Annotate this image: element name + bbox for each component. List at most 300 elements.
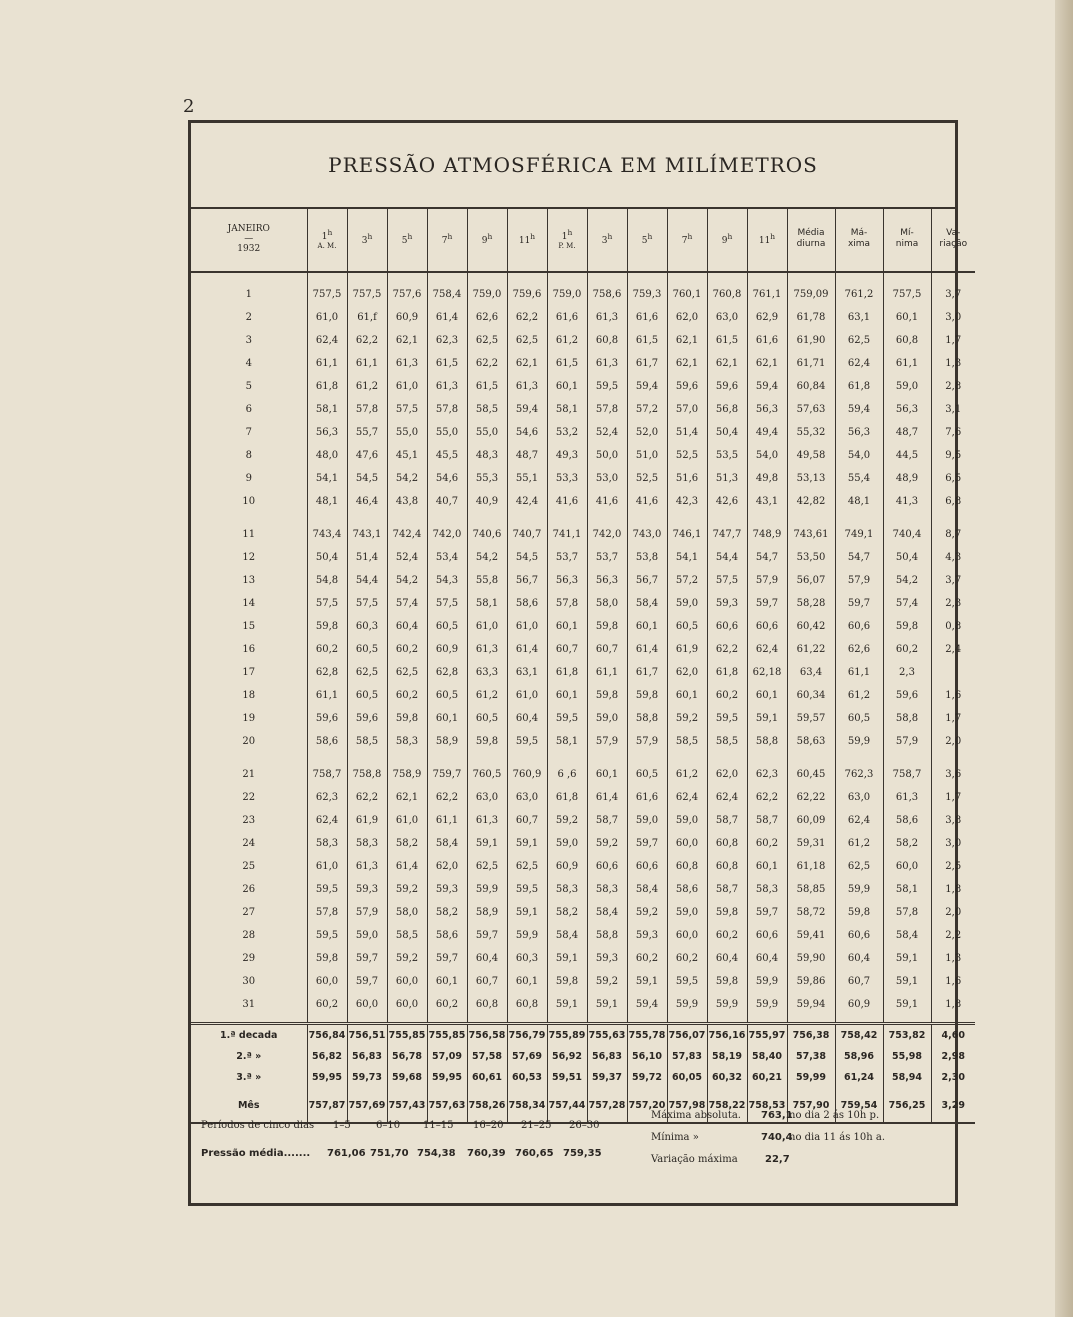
cell: 59,2: [547, 809, 587, 832]
table-frame: [188, 120, 968, 1206]
cell: 62,5: [467, 329, 507, 352]
table-row: [191, 352, 975, 375]
cell: 48,0: [307, 444, 347, 467]
row-label: 29: [242, 953, 256, 964]
period-range: 26–30: [569, 1120, 600, 1131]
cell: 50,4: [707, 421, 747, 444]
cell: 50,0: [587, 444, 627, 467]
cell: 62,5: [835, 329, 883, 352]
cell: 62,4: [667, 786, 707, 809]
cell: 60,2: [667, 947, 707, 970]
min-value: 740,4: [761, 1132, 793, 1143]
cell: 757,43: [387, 1088, 427, 1123]
cell: 758,42: [835, 1024, 883, 1047]
col-header: 3$^h$: [347, 207, 387, 272]
col-header: 11$^h$: [747, 207, 787, 272]
cell: 54,0: [747, 444, 787, 467]
cell: 741,1: [547, 523, 587, 546]
cell: 60,1: [547, 615, 587, 638]
cell: 58,4: [547, 924, 587, 947]
cell: 55,1: [507, 467, 547, 490]
cell: 58,2: [427, 901, 467, 924]
cell: 2,5: [931, 855, 975, 878]
cell: 59,73: [347, 1067, 387, 1088]
cell: 60,1: [883, 306, 931, 329]
cell: 61,78: [787, 306, 835, 329]
max-label: Máxima absoluta.: [651, 1110, 741, 1121]
cell: 61,5: [707, 329, 747, 352]
cell: 45,1: [387, 444, 427, 467]
cell: 61,7: [627, 661, 667, 684]
cell: 62,0: [707, 763, 747, 786]
cell: 54,8: [307, 569, 347, 592]
row-label: 7: [245, 427, 252, 438]
cell: 61,9: [667, 638, 707, 661]
spacer-row: [191, 1016, 975, 1024]
cell: 759,3: [627, 283, 667, 306]
table-row: [191, 924, 975, 947]
cell: 57,8: [587, 398, 627, 421]
cell: 63,1: [507, 661, 547, 684]
max-value: 763,1: [761, 1110, 793, 1121]
cell: 53,2: [547, 421, 587, 444]
cell: 53,7: [547, 546, 587, 569]
cell: 61,5: [627, 329, 667, 352]
cell: 49,58: [787, 444, 835, 467]
table-row: [191, 661, 975, 684]
table-row: [191, 855, 975, 878]
cell: 63,0: [467, 786, 507, 809]
cell: 57,9: [883, 730, 931, 753]
var-label: Variação máxima: [651, 1154, 738, 1165]
cell: 61,8: [835, 375, 883, 398]
cell: 59,8: [587, 684, 627, 707]
cell: 758,22: [707, 1088, 747, 1123]
cell: 57,58: [467, 1046, 507, 1067]
cell: 59,1: [467, 832, 507, 855]
row-label: 9: [245, 473, 252, 484]
cell: 3,6: [931, 763, 975, 786]
cell: 58,1: [467, 592, 507, 615]
cell: 60,2: [427, 993, 467, 1016]
cell: 61,0: [387, 809, 427, 832]
cell: 57,83: [667, 1046, 707, 1067]
cell: 60,4: [467, 947, 507, 970]
cell: 58,6: [507, 592, 547, 615]
period-range: 21–25: [521, 1120, 552, 1131]
cell: 54,7: [747, 546, 787, 569]
cell: 61,1: [307, 352, 347, 375]
cell: 55,0: [427, 421, 467, 444]
cell: 58,3: [347, 832, 387, 855]
cell: 61,2: [835, 684, 883, 707]
cell: 59,8: [707, 901, 747, 924]
mean-label: Pressão média.......: [201, 1148, 311, 1159]
cell: 756,51: [347, 1024, 387, 1047]
cell: 61,f: [347, 306, 387, 329]
cell: 58,28: [787, 592, 835, 615]
cell: 57,8: [347, 398, 387, 421]
cell: 760,8: [707, 283, 747, 306]
cell: 59,86: [787, 970, 835, 993]
cell: 755,89: [547, 1024, 587, 1047]
cell: 61,4: [587, 786, 627, 809]
row-label: 22: [242, 792, 256, 803]
cell: 54,2: [387, 467, 427, 490]
cell: 54,2: [883, 569, 931, 592]
cell: 59,0: [667, 809, 707, 832]
cell: 62,5: [467, 855, 507, 878]
cell: 59,7: [747, 592, 787, 615]
cell: 59,4: [507, 398, 547, 421]
table-row: [191, 763, 975, 786]
cell: 62,8: [307, 661, 347, 684]
table-row: [191, 615, 975, 638]
cell: 57,69: [507, 1046, 547, 1067]
cell: 3,7: [931, 283, 975, 306]
cell: 58,3: [587, 878, 627, 901]
cell: 59,9: [835, 878, 883, 901]
cell: 60,4: [747, 947, 787, 970]
cell: 757,20: [627, 1088, 667, 1123]
cell: 58,7: [747, 809, 787, 832]
cell: 59,8: [835, 901, 883, 924]
table-row: [191, 970, 975, 993]
cell: 61,8: [547, 661, 587, 684]
page-title: PRESSÃO ATMOSFÉRICA EM MILÍMETROS: [191, 123, 955, 209]
cell: 757,44: [547, 1088, 587, 1123]
cell: 1,3: [931, 947, 975, 970]
cell: 59,5: [307, 924, 347, 947]
cell: 60,6: [707, 615, 747, 638]
cell: 62,2: [507, 306, 547, 329]
cell: 60,0: [307, 970, 347, 993]
cell: 53,50: [787, 546, 835, 569]
cell: 758,4: [427, 283, 467, 306]
cell: 762,3: [835, 763, 883, 786]
cell: 58,4: [627, 592, 667, 615]
cell: 60,0: [387, 993, 427, 1016]
cell: 58,4: [883, 924, 931, 947]
table-row: [191, 947, 975, 970]
cell: 761,2: [835, 283, 883, 306]
table-row: [191, 832, 975, 855]
cell: 59,1: [883, 993, 931, 1016]
cell: 51,0: [627, 444, 667, 467]
period-range: 16–20: [473, 1120, 504, 1131]
period-range: 6–10: [376, 1120, 401, 1131]
cell: 62,1: [387, 329, 427, 352]
cell: 62,2: [427, 786, 467, 809]
cell: 58,6: [883, 809, 931, 832]
cell: 62,1: [387, 786, 427, 809]
cell: 61,1: [347, 352, 387, 375]
cell: 60,6: [835, 924, 883, 947]
cell: 63,0: [835, 786, 883, 809]
cell: 58,4: [427, 832, 467, 855]
cell: 59,1: [547, 947, 587, 970]
cell: 59,7: [347, 970, 387, 993]
cell: 59,3: [427, 878, 467, 901]
cell: 63,4: [787, 661, 835, 684]
cell: 60,8: [507, 993, 547, 1016]
cell: 42,3: [667, 490, 707, 513]
table-row: [191, 421, 975, 444]
cell: 62,4: [835, 352, 883, 375]
row-label: 11: [242, 529, 256, 540]
cell: 48,9: [883, 467, 931, 490]
cell: 58,7: [587, 809, 627, 832]
cell: 54,1: [307, 467, 347, 490]
cell: 61,8: [547, 786, 587, 809]
col-header: 7$^h$: [667, 207, 707, 272]
cell: 62,22: [787, 786, 835, 809]
cell: 58,8: [883, 707, 931, 730]
table-row: [191, 444, 975, 467]
table-body: [191, 272, 975, 1123]
cell: 62,4: [307, 329, 347, 352]
cell: 61,3: [467, 638, 507, 661]
cell: 59,7: [747, 901, 787, 924]
row-label: 18: [242, 690, 256, 701]
cell: 40,7: [427, 490, 467, 513]
cell: 4,3: [931, 546, 975, 569]
cell: 59,0: [587, 707, 627, 730]
cell: 757,69: [347, 1088, 387, 1123]
cell: 58,63: [787, 730, 835, 753]
cell: 55,3: [467, 467, 507, 490]
cell: 60,61: [467, 1067, 507, 1088]
cell: 743,4: [307, 523, 347, 546]
cell: 54,2: [467, 546, 507, 569]
col-header: 11$^h$: [507, 207, 547, 272]
cell: 60,6: [835, 615, 883, 638]
cell: 62,4: [307, 809, 347, 832]
cell: 63,3: [467, 661, 507, 684]
col-header: 9$^h$: [467, 207, 507, 272]
cell: 59,0: [347, 924, 387, 947]
cell: 58,94: [883, 1067, 931, 1088]
cell: 58,1: [547, 730, 587, 753]
cell: 1,8: [931, 993, 975, 1016]
cell: 55,32: [787, 421, 835, 444]
cell: 59,8: [467, 730, 507, 753]
cell: 58,0: [387, 901, 427, 924]
cell: 62,6: [467, 306, 507, 329]
cell: 6,5: [931, 467, 975, 490]
table-row: [191, 878, 975, 901]
table-row: [191, 786, 975, 809]
cell: 2,8: [931, 375, 975, 398]
cell: 62,0: [667, 661, 707, 684]
table-row: [191, 306, 975, 329]
cell: 46,4: [347, 490, 387, 513]
cell: 758,34: [507, 1088, 547, 1123]
cell: 59,5: [507, 730, 547, 753]
cell: 1,8: [931, 878, 975, 901]
col-header: 1$^h$ P. M.: [547, 207, 587, 272]
cell: 60,2: [387, 684, 427, 707]
cell: 56,7: [627, 569, 667, 592]
row-label: 31: [242, 999, 256, 1010]
cell: 58,19: [707, 1046, 747, 1067]
cell: 59,3: [347, 878, 387, 901]
table-row: [191, 398, 975, 421]
cell: 56,78: [387, 1046, 427, 1067]
cell: 60,2: [307, 638, 347, 661]
cell: 57,9: [627, 730, 667, 753]
cell: 54,4: [347, 569, 387, 592]
cell: 61,5: [547, 352, 587, 375]
cell: 53,3: [547, 467, 587, 490]
year-label: 1932: [237, 244, 261, 254]
cell: 743,61: [787, 523, 835, 546]
cell: 62,5: [507, 855, 547, 878]
cell: 59,9: [747, 993, 787, 1016]
cell: 52,4: [387, 546, 427, 569]
cell: 58,72: [787, 901, 835, 924]
cell: 60,5: [467, 707, 507, 730]
table-row: [191, 375, 975, 398]
bottom-summary: [191, 1098, 955, 1198]
cell: 60,8: [667, 855, 707, 878]
cell: 59,99: [787, 1067, 835, 1088]
cell: 757,98: [667, 1088, 707, 1123]
cell: 59,6: [707, 375, 747, 398]
cell: 61,3: [883, 786, 931, 809]
cell: 58,1: [883, 878, 931, 901]
cell: 54,6: [427, 467, 467, 490]
cell: 56,07: [787, 569, 835, 592]
cell: 58,5: [667, 730, 707, 753]
cell: 56,3: [835, 421, 883, 444]
cell: 59,7: [467, 924, 507, 947]
cell: 742,4: [387, 523, 427, 546]
cell: 61,0: [467, 615, 507, 638]
cell: 61,1: [883, 352, 931, 375]
cell: 41,3: [883, 490, 931, 513]
cell: 61,8: [707, 661, 747, 684]
cell: 2,0: [931, 730, 975, 753]
col-header: 5$^h$: [627, 207, 667, 272]
cell: 60,2: [707, 924, 747, 947]
cell: 60,4: [835, 947, 883, 970]
col-header-variacao: Va- riação: [931, 207, 975, 272]
cell: 61,6: [547, 306, 587, 329]
cell: 57,5: [707, 569, 747, 592]
cell: 58,96: [835, 1046, 883, 1067]
spacer-row: [191, 272, 975, 283]
cell: 60,7: [507, 809, 547, 832]
cell: 2,98: [931, 1046, 975, 1067]
cell: 1,3: [931, 352, 975, 375]
cell: 61,1: [835, 661, 883, 684]
cell: 3,1: [931, 398, 975, 421]
cell: 57,4: [387, 592, 427, 615]
cell: 60,42: [787, 615, 835, 638]
cell: 58,5: [467, 398, 507, 421]
cell: 755,85: [427, 1024, 467, 1047]
col-header: 1$^h$ A. M.: [307, 207, 347, 272]
row-label: Mês: [191, 1088, 307, 1123]
cell: 1,6: [931, 684, 975, 707]
cell: 61,3: [507, 375, 547, 398]
cell: 57,5: [427, 592, 467, 615]
row-label: 27: [242, 907, 256, 918]
cell: 50,4: [307, 546, 347, 569]
cell: 60,5: [835, 707, 883, 730]
cell: 3,8: [931, 809, 975, 832]
cell: 59,7: [835, 592, 883, 615]
cell: 746,1: [667, 523, 707, 546]
cell: 60,2: [707, 684, 747, 707]
cell: 49,4: [747, 421, 787, 444]
cell: 61,8: [307, 375, 347, 398]
cell: 57,5: [307, 592, 347, 615]
cell: 61,24: [835, 1067, 883, 1088]
cell: 40,9: [467, 490, 507, 513]
table-row: [191, 901, 975, 924]
cell: 62,3: [747, 763, 787, 786]
cell: 60,1: [547, 684, 587, 707]
cell: 57,5: [347, 592, 387, 615]
cell: 759,09: [787, 283, 835, 306]
cell: 756,07: [667, 1024, 707, 1047]
cell: 48,3: [467, 444, 507, 467]
cell: 58,7: [707, 878, 747, 901]
cell: 50,4: [883, 546, 931, 569]
table-row: [191, 546, 975, 569]
cell: 59,0: [547, 832, 587, 855]
cell: 760,5: [467, 763, 507, 786]
cell: 57,8: [307, 901, 347, 924]
row-label: 1: [245, 289, 252, 300]
cell: 61,2: [667, 763, 707, 786]
cell: 59,31: [787, 832, 835, 855]
cell: 62,5: [387, 661, 427, 684]
cell: 58,85: [787, 878, 835, 901]
table-row: [191, 490, 975, 513]
cell: 8,7: [931, 523, 975, 546]
cell: 60,7: [547, 638, 587, 661]
cell: 59,3: [707, 592, 747, 615]
cell: 48,1: [307, 490, 347, 513]
cell: 58,4: [587, 901, 627, 924]
cell: 62,3: [307, 786, 347, 809]
cell: 57,09: [427, 1046, 467, 1067]
cell: 58,3: [547, 878, 587, 901]
cell: 60,1: [747, 684, 787, 707]
cell: 57,8: [883, 901, 931, 924]
cell: 758,7: [883, 763, 931, 786]
cell: 59,57: [787, 707, 835, 730]
cell: 2,2: [931, 924, 975, 947]
cell: 55,7: [347, 421, 387, 444]
cell: 59,8: [547, 970, 587, 993]
cell: 60,5: [347, 638, 387, 661]
cell: 54,4: [707, 546, 747, 569]
cell: 57,38: [787, 1046, 835, 1067]
cell: 60,1: [427, 970, 467, 993]
cell: 54,2: [387, 569, 427, 592]
cell: 758,9: [387, 763, 427, 786]
cell: 62,1: [707, 352, 747, 375]
cell: 54,5: [507, 546, 547, 569]
cell: 62,1: [667, 352, 707, 375]
cell: 757,87: [307, 1088, 347, 1123]
cell: 61,6: [747, 329, 787, 352]
cell: 56,83: [587, 1046, 627, 1067]
